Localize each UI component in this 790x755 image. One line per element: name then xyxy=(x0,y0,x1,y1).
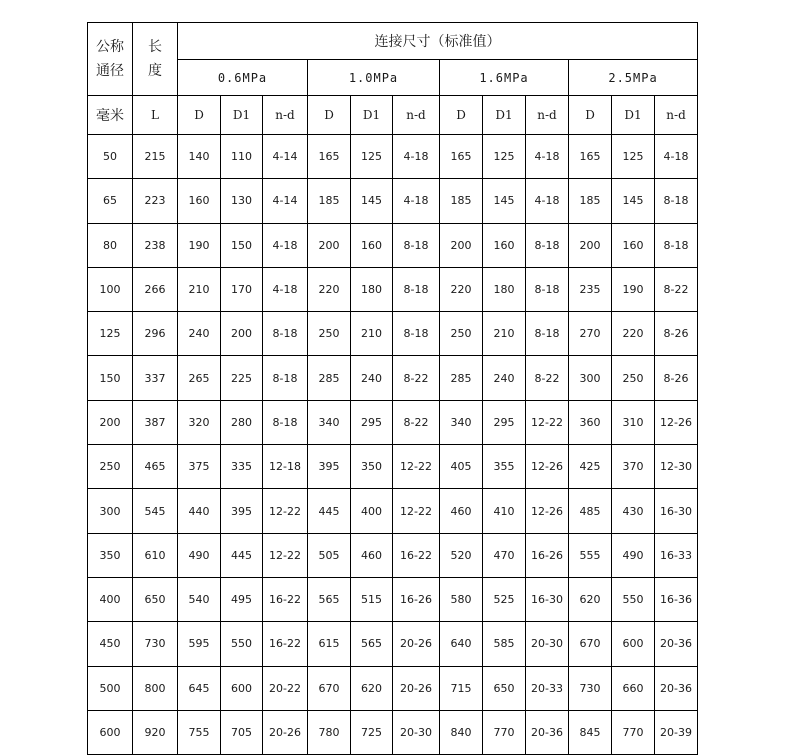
table-cell: 285 xyxy=(308,356,351,400)
table-cell: 8-22 xyxy=(393,356,440,400)
table-cell: 395 xyxy=(308,445,351,489)
table-cell: 12-26 xyxy=(526,489,569,533)
table-cell: 16-26 xyxy=(393,577,440,621)
table-cell: 250 xyxy=(440,312,483,356)
table-cell: 16-36 xyxy=(655,577,698,621)
table-cell: 125 xyxy=(88,312,133,356)
d-header: D xyxy=(178,96,221,135)
table-cell: 16-30 xyxy=(655,489,698,533)
table-cell: 8-18 xyxy=(263,400,308,444)
table-cell: 20-36 xyxy=(526,710,569,754)
table-cell: 160 xyxy=(351,223,393,267)
table-cell: 335 xyxy=(221,445,263,489)
table-cell: 12-22 xyxy=(526,400,569,444)
table-cell: 770 xyxy=(483,710,526,754)
table-cell: 465 xyxy=(133,445,178,489)
table-cell: 620 xyxy=(569,577,612,621)
table-cell: 295 xyxy=(483,400,526,444)
d1-header: D1 xyxy=(483,96,526,135)
table-row xyxy=(88,400,698,444)
table-cell: 20-39 xyxy=(655,710,698,754)
table-cell: 4-18 xyxy=(393,135,440,179)
table-cell: 460 xyxy=(440,489,483,533)
n-d-header: n-d xyxy=(655,96,698,135)
flange-dimension-table xyxy=(87,22,698,755)
table-cell: 16-22 xyxy=(263,577,308,621)
pressure-header-0-6mpa: 0.6MPa xyxy=(178,60,308,96)
table-cell: 440 xyxy=(178,489,221,533)
table-cell: 350 xyxy=(351,445,393,489)
table-cell: 550 xyxy=(612,577,655,621)
table-row xyxy=(88,489,698,533)
table-cell: 485 xyxy=(569,489,612,533)
table-row xyxy=(88,135,698,179)
table-cell: 585 xyxy=(483,622,526,666)
table-cell: 238 xyxy=(133,223,178,267)
table-cell: 8-18 xyxy=(526,223,569,267)
table-cell: 100 xyxy=(88,267,133,311)
table-cell: 12-22 xyxy=(263,533,308,577)
table-cell: 660 xyxy=(612,666,655,710)
table-cell: 140 xyxy=(178,135,221,179)
table-cell: 400 xyxy=(88,577,133,621)
table-cell: 165 xyxy=(569,135,612,179)
table-cell: 370 xyxy=(612,445,655,489)
table-cell: 20-30 xyxy=(526,622,569,666)
table-cell: 610 xyxy=(133,533,178,577)
table-cell: 215 xyxy=(133,135,178,179)
table-cell: 525 xyxy=(483,577,526,621)
table-cell: 845 xyxy=(569,710,612,754)
pressure-header-1-6mpa: 1.6MPa xyxy=(440,60,569,96)
table-cell: 350 xyxy=(88,533,133,577)
table-cell: 20-36 xyxy=(655,622,698,666)
table-row xyxy=(88,710,698,754)
table-cell: 8-18 xyxy=(263,356,308,400)
table-cell: 430 xyxy=(612,489,655,533)
table-cell: 20-26 xyxy=(393,622,440,666)
table-cell: 725 xyxy=(351,710,393,754)
table-cell: 12-22 xyxy=(393,445,440,489)
table-cell: 300 xyxy=(569,356,612,400)
table-row xyxy=(88,577,698,621)
table-cell: 395 xyxy=(221,489,263,533)
table-cell: 387 xyxy=(133,400,178,444)
table-cell: 8-22 xyxy=(526,356,569,400)
table-cell: 595 xyxy=(178,622,221,666)
table-cell: 223 xyxy=(133,179,178,223)
table-cell: 650 xyxy=(133,577,178,621)
table-cell: 770 xyxy=(612,710,655,754)
table-cell: 12-30 xyxy=(655,445,698,489)
table-cell: 170 xyxy=(221,267,263,311)
table-cell: 185 xyxy=(569,179,612,223)
length-symbol-header: L xyxy=(133,96,178,135)
table-cell: 600 xyxy=(88,710,133,754)
table-cell: 220 xyxy=(440,267,483,311)
table-cell: 600 xyxy=(612,622,655,666)
table-cell: 200 xyxy=(221,312,263,356)
d1-header: D1 xyxy=(221,96,263,135)
table-cell: 340 xyxy=(440,400,483,444)
n-d-header: n-d xyxy=(393,96,440,135)
table-cell: 296 xyxy=(133,312,178,356)
table-cell: 670 xyxy=(569,622,612,666)
length-header-line-2: 度 xyxy=(148,63,162,79)
table-cell: 165 xyxy=(308,135,351,179)
table-cell: 470 xyxy=(483,533,526,577)
table-cell: 780 xyxy=(308,710,351,754)
d-header: D xyxy=(440,96,483,135)
table-cell: 20-22 xyxy=(263,666,308,710)
table-cell: 600 xyxy=(221,666,263,710)
table-cell: 150 xyxy=(221,223,263,267)
table-cell: 490 xyxy=(612,533,655,577)
table-cell: 200 xyxy=(569,223,612,267)
table-row xyxy=(88,223,698,267)
table-cell: 755 xyxy=(178,710,221,754)
table-cell: 145 xyxy=(483,179,526,223)
table-cell: 840 xyxy=(440,710,483,754)
table-cell: 520 xyxy=(440,533,483,577)
table-cell: 4-18 xyxy=(393,179,440,223)
table-cell: 160 xyxy=(483,223,526,267)
table-cell: 405 xyxy=(440,445,483,489)
table-cell: 400 xyxy=(351,489,393,533)
table-cell: 8-22 xyxy=(393,400,440,444)
table-cell: 50 xyxy=(88,135,133,179)
table-cell: 320 xyxy=(178,400,221,444)
table-cell: 190 xyxy=(612,267,655,311)
table-cell: 4-18 xyxy=(655,135,698,179)
table-cell: 4-18 xyxy=(526,135,569,179)
table-cell: 645 xyxy=(178,666,221,710)
table-cell: 8-26 xyxy=(655,312,698,356)
table-cell: 285 xyxy=(440,356,483,400)
table-cell: 450 xyxy=(88,622,133,666)
table-cell: 295 xyxy=(351,400,393,444)
table-cell: 8-18 xyxy=(655,223,698,267)
table-cell: 210 xyxy=(351,312,393,356)
unit-header: 毫米 xyxy=(88,96,133,135)
table-cell: 20-26 xyxy=(263,710,308,754)
table-cell: 16-33 xyxy=(655,533,698,577)
table-cell: 12-26 xyxy=(526,445,569,489)
table-cell: 360 xyxy=(569,400,612,444)
n-d-header: n-d xyxy=(526,96,569,135)
table-cell: 550 xyxy=(221,622,263,666)
table-cell: 410 xyxy=(483,489,526,533)
table-cell: 730 xyxy=(569,666,612,710)
table-cell: 8-22 xyxy=(655,267,698,311)
table-cell: 505 xyxy=(308,533,351,577)
table-cell: 540 xyxy=(178,577,221,621)
table-row xyxy=(88,666,698,710)
table-cell: 650 xyxy=(483,666,526,710)
table-cell: 8-18 xyxy=(393,312,440,356)
table-cell: 355 xyxy=(483,445,526,489)
table-cell: 20-26 xyxy=(393,666,440,710)
table-row xyxy=(88,533,698,577)
table-cell: 190 xyxy=(178,223,221,267)
nominal-bore-header xyxy=(88,23,133,96)
table-cell: 340 xyxy=(308,400,351,444)
d1-header: D1 xyxy=(351,96,393,135)
table-cell: 4-18 xyxy=(263,267,308,311)
table-cell: 337 xyxy=(133,356,178,400)
d-header: D xyxy=(308,96,351,135)
table-cell: 555 xyxy=(569,533,612,577)
table-cell: 310 xyxy=(612,400,655,444)
table-cell: 8-18 xyxy=(393,267,440,311)
header-row-2 xyxy=(88,60,698,96)
table-cell: 4-14 xyxy=(263,179,308,223)
table-cell: 225 xyxy=(221,356,263,400)
table-cell: 12-22 xyxy=(393,489,440,533)
table-cell: 200 xyxy=(88,400,133,444)
table-cell: 615 xyxy=(308,622,351,666)
table-cell: 460 xyxy=(351,533,393,577)
table-cell: 715 xyxy=(440,666,483,710)
table-cell: 250 xyxy=(308,312,351,356)
d1-header: D1 xyxy=(612,96,655,135)
table-cell: 16-30 xyxy=(526,577,569,621)
table-row xyxy=(88,622,698,666)
table-cell: 210 xyxy=(178,267,221,311)
table-cell: 705 xyxy=(221,710,263,754)
table-cell: 165 xyxy=(440,135,483,179)
table-cell: 210 xyxy=(483,312,526,356)
table-cell: 670 xyxy=(308,666,351,710)
nominal-bore-header-line-2: 通径 xyxy=(96,63,124,79)
table-cell: 220 xyxy=(612,312,655,356)
table-cell: 16-22 xyxy=(393,533,440,577)
table-cell: 270 xyxy=(569,312,612,356)
table-cell: 125 xyxy=(351,135,393,179)
pressure-header-1-0mpa: 1.0MPa xyxy=(308,60,440,96)
table-cell: 300 xyxy=(88,489,133,533)
table-cell: 160 xyxy=(612,223,655,267)
table-cell: 125 xyxy=(483,135,526,179)
table-cell: 620 xyxy=(351,666,393,710)
table-cell: 20-36 xyxy=(655,666,698,710)
table-cell: 180 xyxy=(351,267,393,311)
table-cell: 20-33 xyxy=(526,666,569,710)
table-cell: 4-14 xyxy=(263,135,308,179)
header-row-3 xyxy=(88,96,698,135)
table-cell: 580 xyxy=(440,577,483,621)
table-cell: 730 xyxy=(133,622,178,666)
table-cell: 240 xyxy=(351,356,393,400)
table-row xyxy=(88,312,698,356)
table-cell: 185 xyxy=(440,179,483,223)
table-cell: 80 xyxy=(88,223,133,267)
table-cell: 12-18 xyxy=(263,445,308,489)
table-cell: 265 xyxy=(178,356,221,400)
table-cell: 545 xyxy=(133,489,178,533)
table-cell: 4-18 xyxy=(263,223,308,267)
d-header: D xyxy=(569,96,612,135)
table-cell: 235 xyxy=(569,267,612,311)
table-cell: 280 xyxy=(221,400,263,444)
table-cell: 240 xyxy=(178,312,221,356)
table-row xyxy=(88,267,698,311)
table-cell: 16-26 xyxy=(526,533,569,577)
table-cell: 250 xyxy=(612,356,655,400)
table-cell: 185 xyxy=(308,179,351,223)
length-header-line-1: 长 xyxy=(148,39,162,55)
table-cell: 240 xyxy=(483,356,526,400)
table-cell: 250 xyxy=(88,445,133,489)
table-cell: 20-30 xyxy=(393,710,440,754)
table-cell: 640 xyxy=(440,622,483,666)
table-cell: 145 xyxy=(612,179,655,223)
table-row xyxy=(88,356,698,400)
table-cell: 65 xyxy=(88,179,133,223)
table-cell: 125 xyxy=(612,135,655,179)
table-cell: 160 xyxy=(178,179,221,223)
table-cell: 180 xyxy=(483,267,526,311)
table-body xyxy=(88,23,698,755)
header-row-1 xyxy=(88,23,698,60)
table-cell: 12-26 xyxy=(655,400,698,444)
table-cell: 16-22 xyxy=(263,622,308,666)
table-cell: 425 xyxy=(569,445,612,489)
table-row xyxy=(88,179,698,223)
table-cell: 500 xyxy=(88,666,133,710)
table-cell: 495 xyxy=(221,577,263,621)
table-cell: 8-18 xyxy=(526,267,569,311)
table-cell: 145 xyxy=(351,179,393,223)
table-cell: 375 xyxy=(178,445,221,489)
table-cell: 220 xyxy=(308,267,351,311)
table-cell: 445 xyxy=(221,533,263,577)
table-cell: 515 xyxy=(351,577,393,621)
table-cell: 8-18 xyxy=(655,179,698,223)
connection-dimensions-header: 连接尺寸（标准值） xyxy=(178,23,698,60)
table-cell: 130 xyxy=(221,179,263,223)
table-cell: 800 xyxy=(133,666,178,710)
table-cell: 8-18 xyxy=(393,223,440,267)
table-cell: 920 xyxy=(133,710,178,754)
nominal-bore-header-line-1: 公称 xyxy=(96,39,124,55)
table-cell: 8-18 xyxy=(263,312,308,356)
table-cell: 8-18 xyxy=(526,312,569,356)
table-cell: 445 xyxy=(308,489,351,533)
table-cell: 266 xyxy=(133,267,178,311)
table-row xyxy=(88,445,698,489)
table-cell: 565 xyxy=(308,577,351,621)
n-d-header: n-d xyxy=(263,96,308,135)
table-cell: 150 xyxy=(88,356,133,400)
length-header xyxy=(133,23,178,96)
table-cell: 8-26 xyxy=(655,356,698,400)
table-cell: 12-22 xyxy=(263,489,308,533)
pressure-header-2-5mpa: 2.5MPa xyxy=(569,60,698,96)
table-cell: 490 xyxy=(178,533,221,577)
table-cell: 200 xyxy=(440,223,483,267)
table-cell: 110 xyxy=(221,135,263,179)
table-cell: 200 xyxy=(308,223,351,267)
table-cell: 4-18 xyxy=(526,179,569,223)
table-cell: 565 xyxy=(351,622,393,666)
